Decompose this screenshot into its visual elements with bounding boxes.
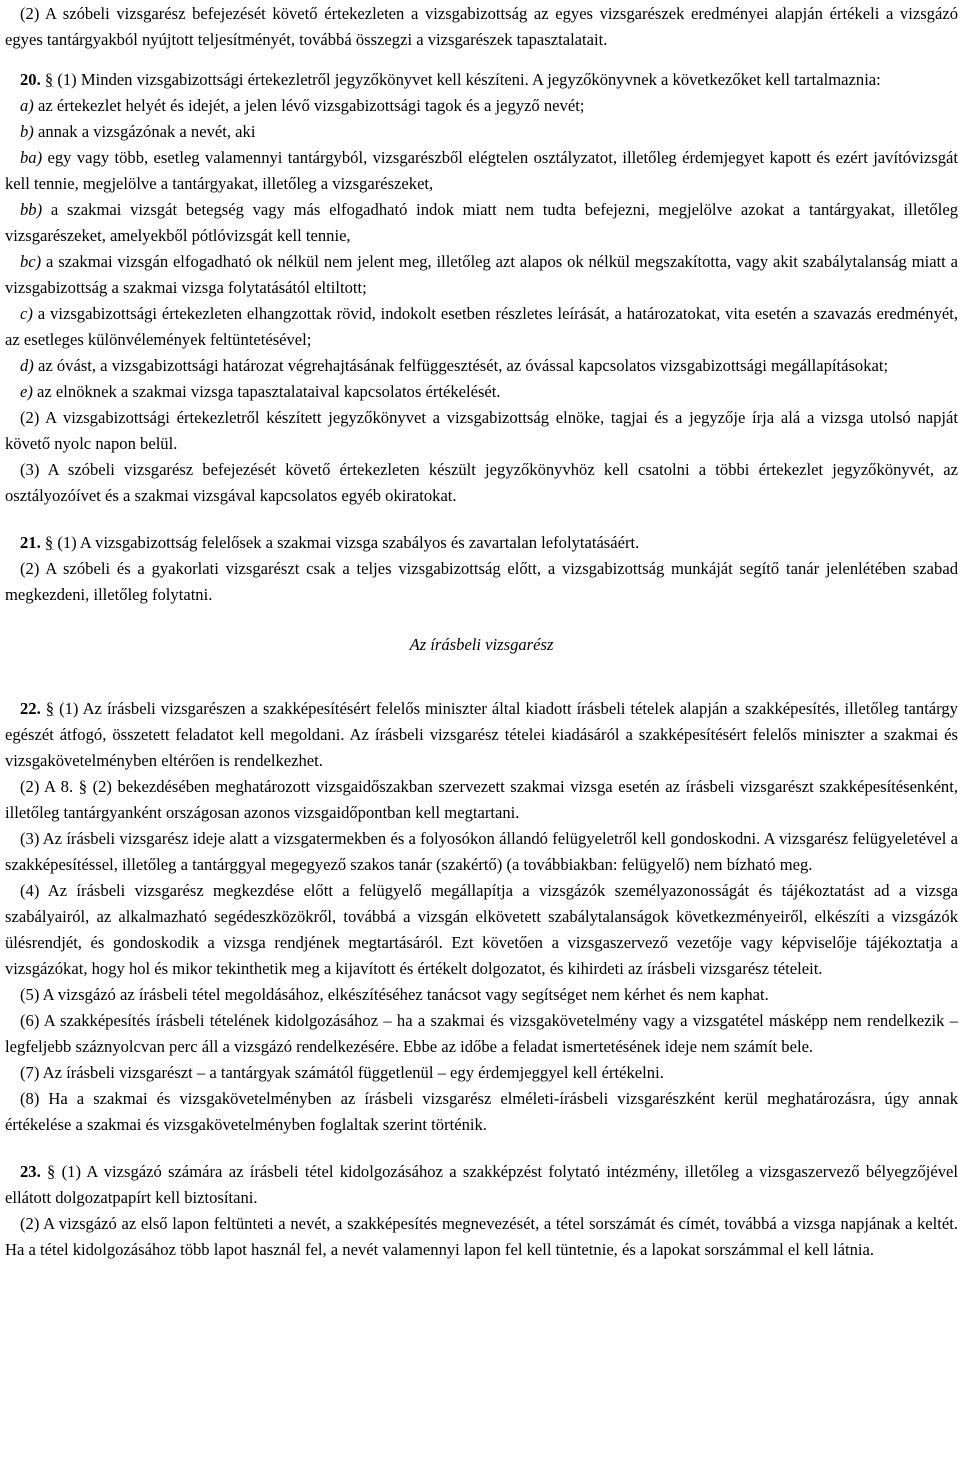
item-text: annak a vizsgázónak a nevét, aki	[33, 122, 256, 141]
section-20-item-ba	[5, 145, 958, 197]
section-22-para-1	[5, 696, 958, 774]
section-20-item-e	[5, 379, 958, 405]
item-label: c)	[20, 304, 33, 323]
section-20-para-2: (2) A vizsgabizottsági értekezletről készített jegyzőkönyvet a vizsgabizottság elnöke, tagjai és a jegyzője írja alá a vizsga utolsó napját követő nyolc napon belül.	[5, 408, 958, 453]
section-20-item-b	[5, 119, 958, 145]
item-text: a vizsgabizottsági értekezleten elhangzottak rövid, indokolt esetben részletes leírását, a határozatokat, vita esetén a szavazás eredményét, az esetleges különvélemények feltüntetésével;	[5, 304, 958, 349]
section-23-para-1	[5, 1159, 958, 1211]
item-text: az elnöknek a szakmai vizsga tapasztalataival kapcsolatos értékelését.	[32, 382, 501, 401]
section-23-symbol[interactable]: §	[47, 1162, 56, 1181]
section-21-text: (1) A vizsgabizottság felelősek a szakmai vizsga szabályos és zavartalan lefolytatásáért.	[53, 533, 640, 552]
section-22-para-8: (8) Ha a szakmai és vizsgakövetelményben az írásbeli vizsgarész elméleti-írásbeli vizsgarészként kerül meghatározásra, úgy annak értékelése a szakmai és vizsgakövetelményben foglaltak szerint történik.	[5, 1089, 958, 1134]
section-20-number: 20.	[20, 70, 41, 89]
item-text: a szakmai vizsgán elfogadható ok nélkül nem jelent meg, illetőleg azt alapos ok nélkül megszakította, vagy akit szabálytalanság miatt a vizsgabizottság a szakmai vizsga folytatásától eltiltott;	[5, 252, 958, 297]
section-21-number: 21.	[20, 533, 41, 552]
section-20-item-d	[5, 353, 958, 379]
item-label: ba)	[20, 148, 43, 167]
item-text: egy vagy több, esetleg valamennyi tantárgyból, vizsgarészből elégtelen osztályzatot, illetőleg érdemjegyet kapott és ezért javítóvizsgát kell tennie, megjelölve a tantárgyakat, illetőleg a vizsgarészeket,	[5, 148, 958, 193]
subheading-text: Az írásbeli vizsgarész	[409, 635, 554, 654]
section-21-para-2: (2) A szóbeli és a gyakorlati vizsgarészt csak a teljes vizsgabizottság előtt, a vizsgabizottság munkáját segítő tanár jelenlétében szabad megkezdeni, illetőleg folytatni.	[5, 559, 958, 604]
section-20-symbol[interactable]: §	[44, 70, 54, 89]
section-20-text: (1) Minden vizsgabizottsági értekezletről jegyzőkönyvet kell készíteni. A jegyzőkönyvnek a következőket kell tartalmaznia:	[57, 70, 881, 89]
section-20-para-3: (3) A szóbeli vizsgarész befejezését követő értekezleten készült jegyzőkönyvhöz kell csatolni a többi értekezlet jegyzőkönyvét, az osztályozóívet és a szakmai vizsgával kapcsolatos egyéb okiratokat.	[5, 460, 958, 505]
section-22-para-7: (7) Az írásbeli vizsgarészt – a tantárgyak számától függetlenül – egy érdemjeggyel kell értékelni.	[20, 1063, 664, 1082]
section-22-para-5: (5) A vizsgázó az írásbeli tétel megoldásához, elkészítéséhez tanácsot vagy segítséget nem kérhet és nem kaphat.	[20, 985, 769, 1004]
item-text: a szakmai vizsgát betegség vagy más elfogadható indok miatt nem tudta befejezni, megjelölve azokat a tantárgyakat, illetőleg vizsgarészeket, amelyekből pótlóvizsgát kell tennie,	[5, 200, 958, 245]
section-23-para-2: (2) A vizsgázó az első lapon feltünteti a nevét, a szakképesítés megnevezését, a tétel sorszámát és címét, továbbá a vizsga napjának a keltét. Ha a tétel kidolgozásához több lapot használ fel, a nevét valamennyi lapon fel kell tüntetnie, és a lapokat sorszámmal el kell látnia.	[5, 1214, 958, 1259]
section-20-item-bc	[5, 249, 958, 301]
section-20-item-bb	[5, 197, 958, 249]
item-label: b)	[20, 122, 34, 141]
item-label: d)	[20, 356, 34, 375]
section-20-para-1	[5, 67, 958, 93]
section-20-item-a	[5, 93, 958, 119]
item-text: az óvást, a vizsgabizottsági határozat végrehajtásának felfüggesztését, az óvással kapcsolatos vizsgabizottsági megállapításokat;	[33, 356, 889, 375]
item-label: bb)	[20, 200, 43, 219]
section-22-para-6: (6) A szakképesítés írásbeli tételének kidolgozásához – ha a szakmai és vizsgakövetelmény vagy a vizsgatétel másképp nem rendelkezik – legfeljebb száznyolcvan perc áll a vizsgázó rendelkezésére. Ebbe az időbe a feladat ismertetésének ideje nem számít bele.	[5, 1011, 958, 1056]
section-22-text: (1) Az írásbeli vizsgarészen a szakképesítésért felelős miniszter által kiadott írásbeli tételek alapján a szakképesítés, illetőleg tantárgy egészét átfogó, összetett feladatot kell megoldani. Az írásbeli vizsgarész tételei kiadásáról a szakképesítésért felelős miniszter a szakmai és vizsgakövetelményben eltérően is rendelkezhet.	[5, 699, 958, 770]
document-page	[5, 1, 958, 1263]
item-label: a)	[20, 96, 34, 115]
item-label: e)	[20, 382, 33, 401]
section-22-para-3: (3) Az írásbeli vizsgarész ideje alatt a vizsgatermekben és a folyosókon állandó felügyeletről kell gondoskodni. A vizsgarész felügyeletével a szakképesítéssel, illetőleg a tantárggyal megegyező szakos tanár (szakértő) (a továbbiakban: felügyelő) nem bízható meg.	[5, 829, 958, 874]
subheading	[5, 632, 958, 658]
item-label: bc)	[20, 252, 42, 271]
section-22-symbol[interactable]: §	[45, 699, 55, 718]
section-23-text: (1) A vizsgázó számára az írásbeli tétel kidolgozásához a szakképzést folytató intézmény, illetőleg a vizsgaszervező bélyegzőjével ellátott dolgozatpapírt kell biztosítani.	[5, 1162, 958, 1207]
section-22-para-2: (2) A 8. § (2) bekezdésében meghatározott vizsgaidőszakban szervezett szakmai vizsga esetén az írásbeli vizsgarészt szakképesítésenként, illetőleg tantárgyanként országosan azonos vizsgaidőpontban kell megtartani.	[5, 777, 958, 822]
item-text: az értekezlet helyét és idejét, a jelen lévő vizsgabizottsági tagok és a jegyző nevét;	[33, 96, 585, 115]
section-21-symbol[interactable]: §	[44, 533, 54, 552]
paragraph-intro: (2) A szóbeli vizsgarész befejezését követő értekezleten a vizsgabizottság az egyes vizsgarészek eredményei alapján értékeli a vizsgázó egyes tantárgyakból nyújtott teljesítményét, továbbá összegzi a vizsgarészek tapasztalatait.	[5, 4, 958, 49]
section-22-para-4: (4) Az írásbeli vizsgarész megkezdése előtt a felügyelő megállapítja a vizsgázók személyazonosságát és tájékoztatást ad a vizsga szabályairól, az alkalmazható segédeszközökről, továbbá a vizsgán elkövetett szabálytalanságok következményeiről, elkészíti a vizsgázók ülésrendjét, és gondoskodik a vizsga rendjének megtartásáról. Ezt követően a vizsgaszervező vezetője vagy képviselője tájékoztatja a vizsgázókat, hogy hol és mikor tekinthetik meg a kijavított és értékelt dolgozatot, és kihirdeti az írásbeli vizsgarész tételeit.	[5, 881, 958, 978]
section-23-number: 23.	[20, 1162, 41, 1181]
section-20-item-c	[5, 301, 958, 353]
section-22-number: 22.	[20, 699, 41, 718]
section-21-para-1	[5, 530, 958, 556]
